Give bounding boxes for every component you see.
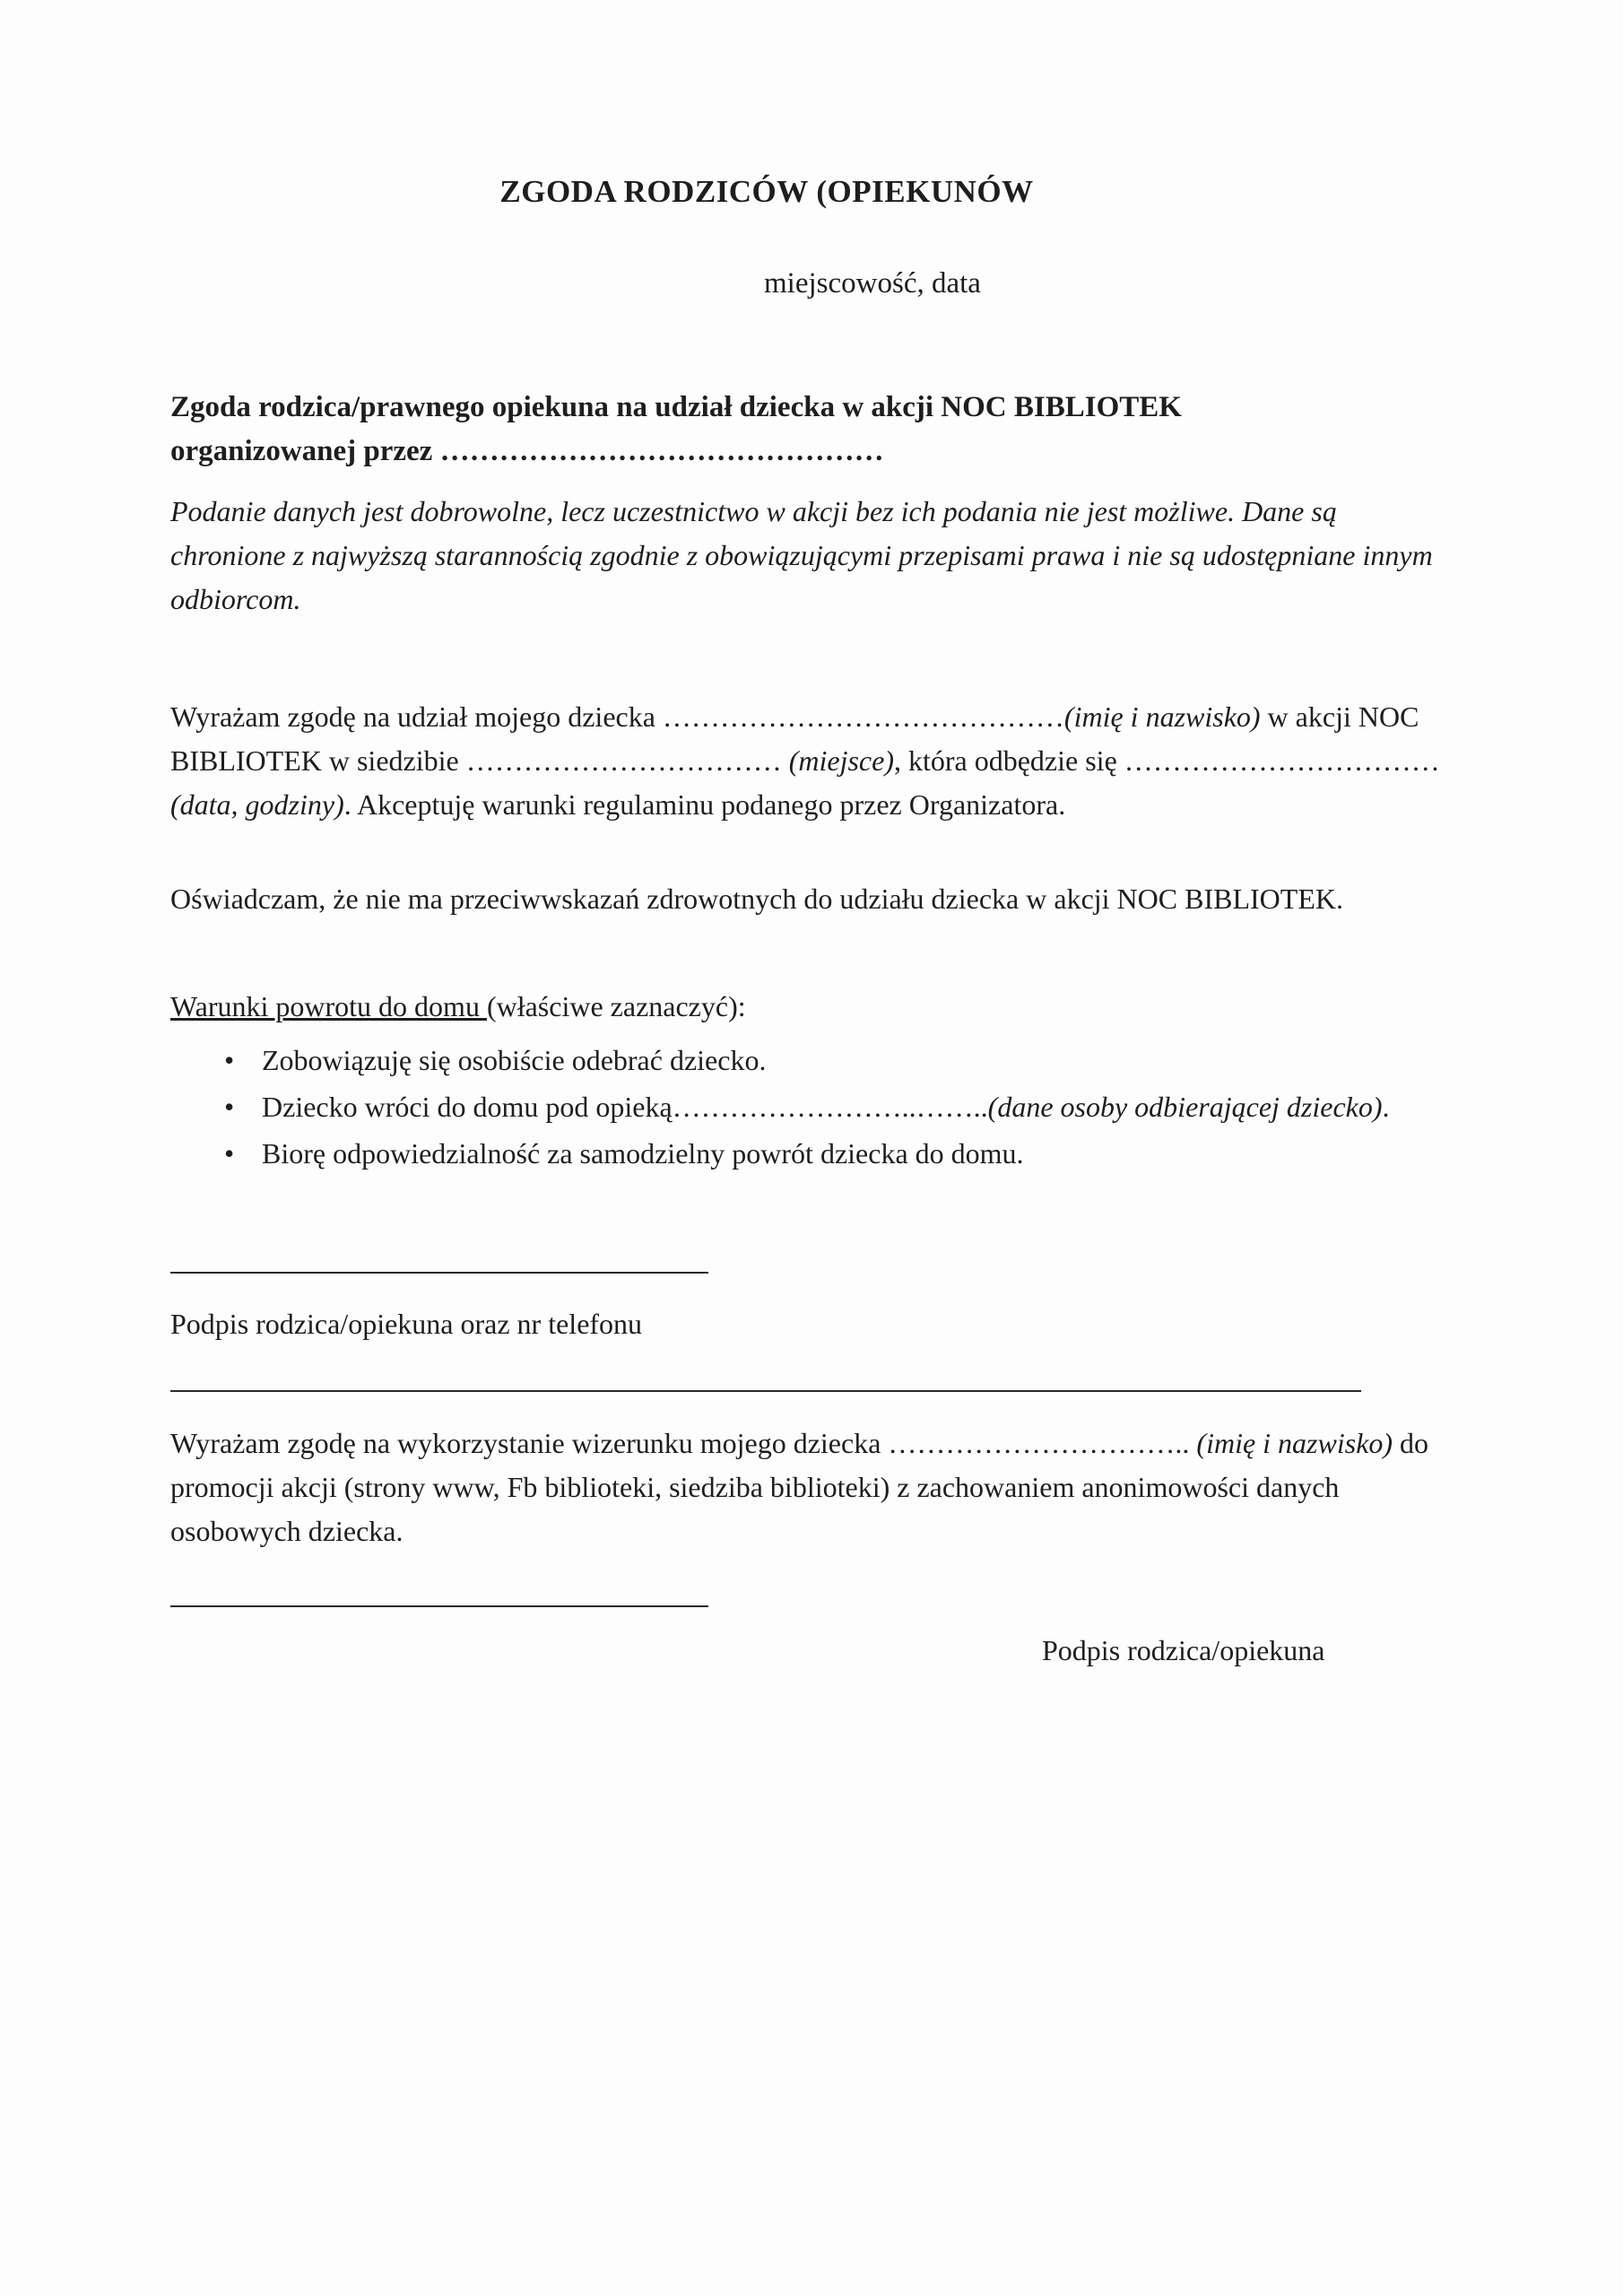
return-option-end: . [1382, 1091, 1390, 1123]
bullet-icon: • [224, 1137, 235, 1170]
signature-phone-line[interactable] [170, 1272, 708, 1274]
return-option-guardian-escort[interactable] [170, 1085, 1462, 1129]
consent-heading-line1: Zgoda rodzica/prawnego opiekuna na udział dziecka w akcji NOC BIBLIOTEK [170, 391, 1182, 423]
return-option-text: Zobowiązuję się osobiście odebrać dziecko. [262, 1044, 767, 1076]
bullet-icon: • [224, 1044, 235, 1076]
participation-consent-paragraph [170, 695, 1462, 827]
consent-heading [170, 386, 1444, 474]
place-date-label: miejscowość, data [764, 267, 981, 300]
child-name-hint: (imię i nazwisko) [1063, 700, 1261, 733]
health-statement: Oświadczam, że nie ma przeciwwskazań zdrowotnych do udziału dziecka w akcji NOC BIBLIOTEK. [170, 883, 1343, 915]
signature-line[interactable] [170, 1605, 708, 1607]
date-hours-hint: (data, godziny) [170, 788, 344, 821]
form-title: ZGODA RODZICÓW (OPIEKUNÓW [499, 174, 1034, 209]
place-hint: (miejsce) [788, 744, 894, 777]
escort-person-hint: (dane osoby odbierającej dziecko) [987, 1091, 1383, 1123]
bullet-icon: • [224, 1091, 235, 1123]
signature-phone-label: Podpis rodzica/opiekuna oraz nr telefonu [170, 1308, 643, 1340]
consent-text-part4: . Akceptuję warunki regulaminu podanego przez Organizatora. [343, 788, 1066, 821]
image-consent-part2: do promocji akcji (strony www, Fb biblioteki, siedziba biblioteki) z zachowaniem anonimowości danych osobowych dziecka. [170, 1427, 1429, 1547]
consent-text-part1: Wyrażam zgodę na udział mojego dziecka …………………………………… [170, 700, 1064, 733]
consent-text-part3: , która odbędzie się …………………………… [893, 744, 1440, 777]
return-options-list [170, 1039, 1462, 1178]
return-conditions-heading [170, 985, 1462, 1029]
image-child-name-hint: (imię i nazwisko) [1196, 1427, 1393, 1459]
return-option-text: Dziecko wróci do domu pod opieką……………………..…….. [262, 1091, 988, 1123]
return-option-text: Biorę odpowiedzialność za samodzielny powrót dziecka do domu. [262, 1137, 1024, 1170]
return-conditions-note: (właściwe zaznaczyć): [486, 990, 746, 1022]
return-option-independent[interactable] [170, 1132, 1462, 1176]
consent-heading-line2: organizowanej przez ……………………………………… [170, 435, 884, 467]
consent-text-part2: w akcji NOC BIBLIOTEK w siedzibie …………………………… [170, 700, 1419, 777]
return-option-personal-pickup[interactable] [170, 1039, 1462, 1083]
section-divider [170, 1390, 1361, 1392]
privacy-notice: Podanie danych jest dobrowolne, lecz uczestnictwo w akcji bez ich podania nie jest możliwe. Dane są chronione z najwyższą starannością zgodnie z obowiązującymi przepisami prawa i nie są udostępniane innym odbiorcom. [170, 495, 1433, 615]
image-consent-part1: Wyrażam zgodę na wykorzystanie wizerunku mojego dziecka ………………………….. [170, 1427, 1197, 1459]
signature-label: Podpis rodzica/opiekuna [1042, 1634, 1325, 1666]
return-conditions-title: Warunki powrotu do domu [170, 990, 487, 1022]
image-consent-paragraph [170, 1422, 1462, 1553]
